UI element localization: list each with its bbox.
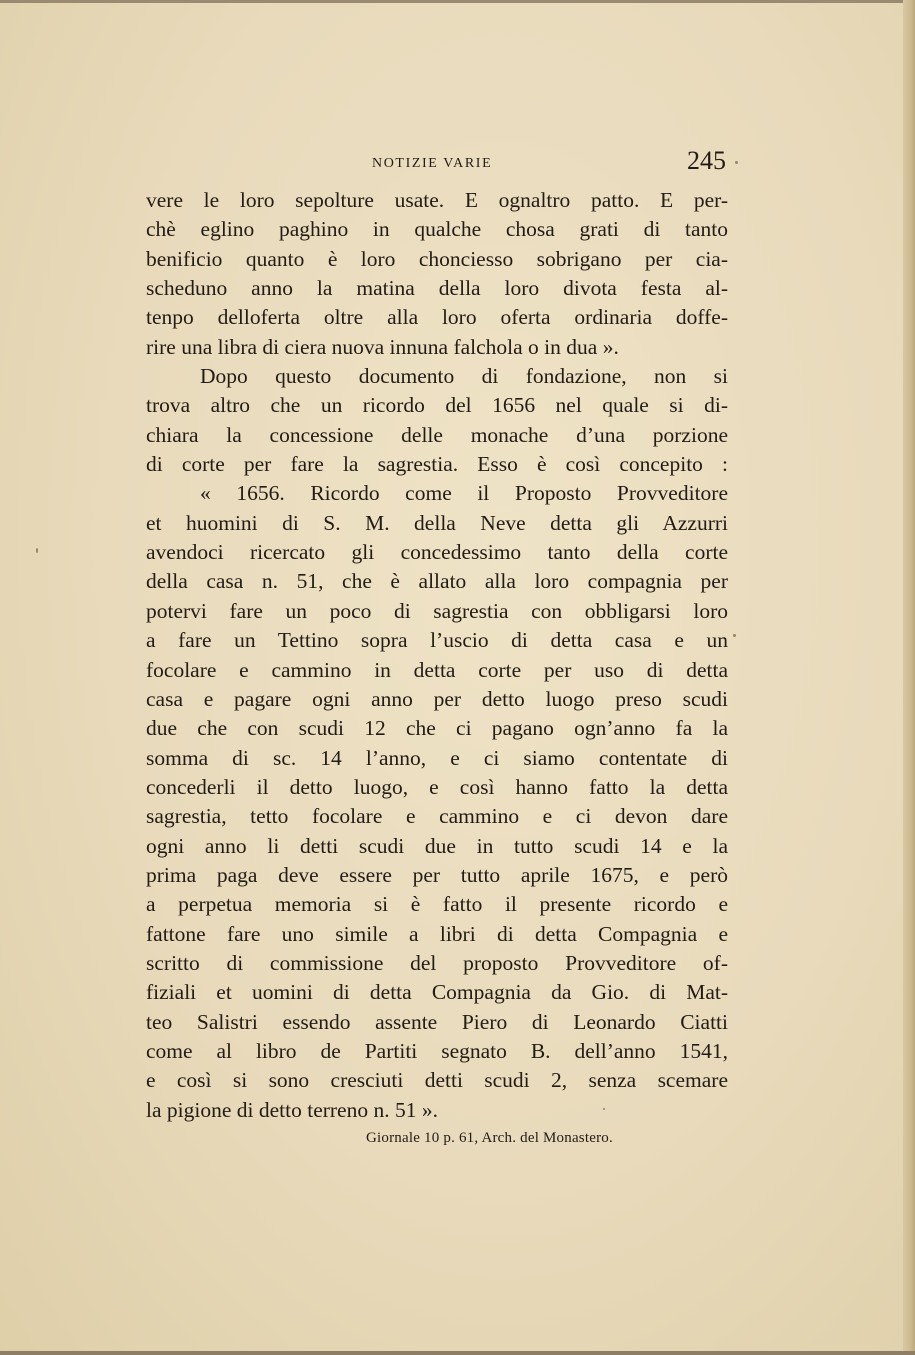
text-line: della casa n. 51, che è allato alla loro compagnia per bbox=[146, 569, 728, 594]
page-number: 245 bbox=[687, 146, 726, 175]
text-line: rire una libra di ciera nuova innuna falchola o in dua ». bbox=[146, 334, 619, 359]
text-line: Dopo questo documento di fondazione, non si bbox=[200, 364, 728, 389]
text-line: a fare un Tettino sopra l’uscio di detta casa e un bbox=[146, 628, 728, 653]
page-top-edge bbox=[0, 0, 915, 3]
text-line: avendoci ricercato gli concedessimo tanto della corte bbox=[146, 540, 728, 565]
text-line: ogni anno li detti scudi due in tutto scudi 14 e la bbox=[146, 833, 728, 858]
text-line: prima paga deve essere per tutto aprile 1675, e però bbox=[146, 862, 728, 887]
text-line: potervi fare un poco di sagrestia con obbligarsi loro bbox=[146, 598, 728, 623]
text-line: due che con scudi 12 che ci pagano ogn’anno fa la bbox=[146, 716, 728, 741]
text-line: e così si sono cresciuti detti scudi 2, senza scemare bbox=[146, 1068, 728, 1093]
running-head bbox=[150, 146, 728, 178]
paper-speck bbox=[733, 634, 736, 637]
text-line: di corte per fare la sagrestia. Esso è così concepito : bbox=[146, 452, 728, 477]
text-line: et huomini di S. M. della Neve detta gli Azzurri bbox=[146, 510, 728, 535]
text-line: concederli il detto luogo, e così hanno fatto la detta bbox=[146, 774, 728, 799]
paper-speck bbox=[36, 548, 38, 553]
text-line: casa e pagare ogni anno per detto luogo preso scudi bbox=[146, 686, 728, 711]
text-line: fiziali et uomini di detta Compagnia da Gio. di Mat- bbox=[146, 980, 728, 1005]
paper-speck bbox=[603, 1108, 605, 1110]
text-line: scheduno anno la matina della loro divota festa al- bbox=[146, 276, 728, 301]
text-line: chè eglino paghino in qualche chosa grati di tanto bbox=[146, 217, 728, 242]
text-line: « 1656. Ricordo come il Proposto Provveditore bbox=[200, 481, 728, 506]
text-line: a perpetua memoria si è fatto il presente ricordo e bbox=[146, 892, 728, 917]
text-line: come al libro de Partiti segnato B. dell’anno 1541, bbox=[146, 1038, 728, 1063]
source-citation: Giornale 10 p. 61, Arch. del Monastero. bbox=[366, 1130, 613, 1146]
text-line: chiara la concessione delle monache d’una porzione bbox=[146, 422, 728, 447]
running-title: NOTIZIE VARIE bbox=[372, 156, 493, 171]
text-line: vere le loro sepolture usate. E ognaltro patto. E per- bbox=[146, 188, 728, 212]
text-line: la pigione di detto terreno n. 51 ». bbox=[146, 1097, 438, 1122]
body-text bbox=[146, 186, 728, 1125]
text-line: tenpo delloferta oltre alla loro oferta ordinaria doffe- bbox=[146, 305, 728, 330]
text-line: teo Salistri essendo assente Piero di Leonardo Ciatti bbox=[146, 1009, 728, 1034]
text-line: benificio quanto è loro chonciesso sobrigano per cia- bbox=[146, 246, 728, 271]
text-line: somma di sc. 14 l’anno, e ci siamo contentate di bbox=[146, 745, 728, 770]
page-bottom-edge bbox=[0, 1351, 915, 1355]
text-line: sagrestia, tetto focolare e cammino e ci devon dare bbox=[146, 804, 728, 829]
text-line: fattone fare uno simile a libri di detta Compagnia e bbox=[146, 921, 728, 946]
text-line: scritto di commissione del proposto Provveditore of- bbox=[146, 950, 728, 975]
paper-speck bbox=[735, 161, 738, 164]
page-right-edge bbox=[903, 0, 915, 1355]
text-line: trova altro che un ricordo del 1656 nel quale si di- bbox=[146, 393, 728, 418]
text-line: focolare e cammino in detta corte per uso di detta bbox=[146, 657, 728, 682]
